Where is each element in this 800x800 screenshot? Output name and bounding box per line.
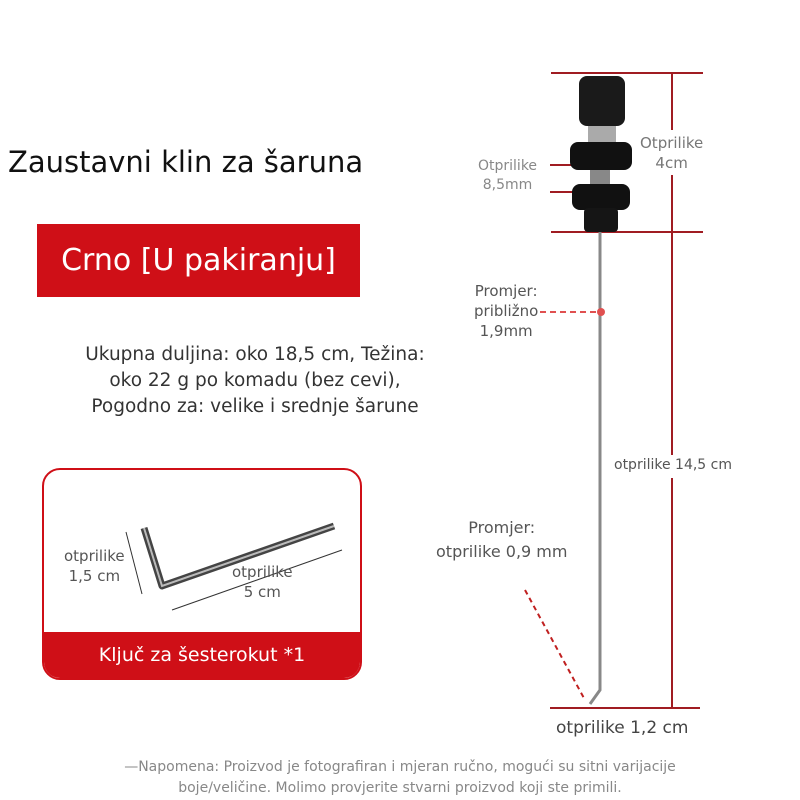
- label-line: otprilike 0,9 mm: [436, 542, 568, 561]
- note-line: boje/veličine. Molimo provjerite stvarni proizvod koji ste primili.: [178, 780, 622, 796]
- label-line: 1,5 cm: [68, 567, 121, 585]
- label-line: 5 cm: [243, 583, 281, 601]
- label-line: Promjer:: [474, 282, 538, 300]
- note-line: —Napomena: Proizvod je fotografiran i mjeran ručno, mogući su sitni varijacije: [124, 759, 676, 775]
- rod-diameter-label: [474, 281, 538, 341]
- label-line: 4cm: [655, 154, 688, 172]
- description-line: Ukupna duljina: oko 18,5 cm, Težina:: [85, 344, 425, 365]
- description-line: oko 22 g po komadu (bez cevi),: [109, 370, 401, 391]
- hex-key-caption: Ključ za šesterokut *1: [44, 632, 360, 678]
- rod-length-label: otprilike 14,5 cm: [614, 457, 732, 473]
- tip-diameter-label: [436, 516, 567, 564]
- label-line: Otprilike: [640, 134, 704, 152]
- label-line: otprilike: [232, 563, 293, 581]
- stopper-pin-icon: [570, 76, 632, 704]
- label-line: 1,9mm: [479, 322, 533, 340]
- label-line: približno: [474, 302, 539, 320]
- disclaimer-note: [0, 757, 800, 799]
- product-title: Zaustavni klin za šaruna: [8, 145, 364, 179]
- knob-gap-label: [478, 157, 537, 195]
- head-height-label: [640, 133, 703, 173]
- label-line: Otprilike: [478, 158, 538, 174]
- label-line: Promjer:: [468, 518, 536, 537]
- tip-length-label: otprilike 1,2 cm: [556, 718, 689, 738]
- label-line: 8,5mm: [482, 177, 533, 193]
- label-line: otprilike: [64, 547, 125, 565]
- description-line: Pogodno za: velike i srednje šarune: [91, 396, 419, 417]
- color-variant-banner: Crno [U pakiranju]: [37, 224, 360, 297]
